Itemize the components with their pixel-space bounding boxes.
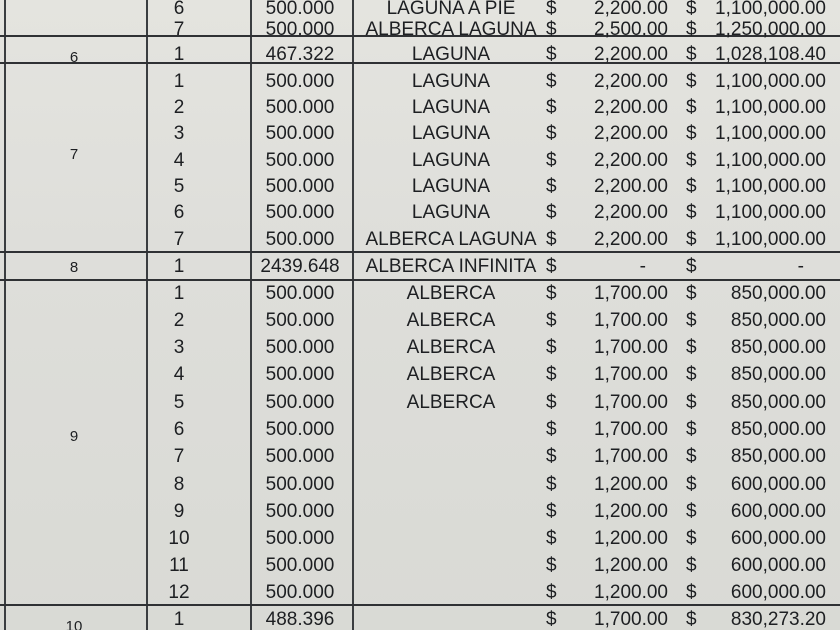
area-cell: 500.000 <box>265 392 335 413</box>
block-cell: 6 <box>69 49 79 66</box>
lot-cell: 3 <box>173 337 185 358</box>
area-cell: 500.000 <box>265 97 335 118</box>
table-row <box>0 498 840 525</box>
currency-symbol: $ <box>546 337 557 358</box>
block-cell <box>52 525 96 552</box>
total-price-cell: 1,100,000.00 <box>715 123 826 144</box>
block-cell <box>52 94 96 121</box>
lot-cell: 4 <box>173 364 185 385</box>
lot-cell: 5 <box>173 392 185 413</box>
lot-cell: 1 <box>173 44 185 65</box>
price-per-m2-cell: 2,200.00 <box>594 229 668 250</box>
amenity-cell <box>358 443 544 470</box>
area-cell: 2439.648 <box>260 256 340 277</box>
amenity-cell: LAGUNA <box>411 97 491 118</box>
price-per-m2-cell: 1,200.00 <box>594 528 668 549</box>
table-row <box>0 16 840 43</box>
price-per-m2-cell: - <box>639 256 646 277</box>
area-cell: 500.000 <box>265 310 335 331</box>
lot-cell: 2 <box>173 97 185 118</box>
total-price-cell: 850,000.00 <box>730 337 826 358</box>
area-cell: 500.000 <box>265 582 335 603</box>
total-price-cell: 1,100,000.00 <box>715 71 826 92</box>
price-per-m2-cell: 1,700.00 <box>594 609 668 630</box>
price-per-m2-cell: 1,700.00 <box>594 419 668 440</box>
lot-cell: 6 <box>173 419 185 440</box>
total-price-cell: 600,000.00 <box>730 555 826 576</box>
area-cell: 500.000 <box>265 419 335 440</box>
block-cell <box>52 334 96 361</box>
price-per-m2-cell: 1,700.00 <box>594 392 668 413</box>
currency-symbol: $ <box>546 446 557 467</box>
currency-symbol: $ <box>546 582 557 603</box>
block-cell <box>52 226 96 253</box>
currency-symbol: $ <box>546 150 557 171</box>
currency-symbol: $ <box>686 528 697 549</box>
block-cell: 7 <box>69 146 79 163</box>
table-row <box>0 253 840 280</box>
amenity-cell: LAGUNA <box>411 44 491 65</box>
currency-symbol: $ <box>546 419 557 440</box>
currency-symbol: $ <box>546 364 557 385</box>
amenity-cell <box>358 471 544 498</box>
block-cell <box>52 579 96 606</box>
currency-symbol: $ <box>546 123 557 144</box>
area-cell: 500.000 <box>265 555 335 576</box>
area-cell: 500.000 <box>265 202 335 223</box>
total-price-cell: 1,100,000.00 <box>715 0 826 19</box>
total-price-cell: 1,100,000.00 <box>715 97 826 118</box>
currency-symbol: $ <box>546 176 557 197</box>
lot-cell: 5 <box>173 176 185 197</box>
currency-symbol: $ <box>686 392 697 413</box>
block-cell <box>52 280 96 307</box>
total-price-cell: 1,100,000.00 <box>715 202 826 223</box>
amenity-cell <box>358 606 544 630</box>
area-cell: 500.000 <box>265 501 335 522</box>
block-cell <box>52 498 96 525</box>
currency-symbol: $ <box>546 474 557 495</box>
table-row <box>0 334 840 361</box>
currency-symbol: $ <box>546 202 557 223</box>
table-row <box>0 173 840 200</box>
price-per-m2-cell: 2,200.00 <box>594 71 668 92</box>
area-cell: 500.000 <box>265 364 335 385</box>
currency-symbol: $ <box>686 256 697 277</box>
amenity-cell: LAGUNA A PIE <box>386 0 516 19</box>
currency-symbol: $ <box>546 19 557 40</box>
total-price-cell: 1,028,108.40 <box>715 44 826 65</box>
area-cell: 467.322 <box>265 44 335 65</box>
total-price-cell: 1,250,000.00 <box>715 19 826 40</box>
table-row <box>0 307 840 334</box>
currency-symbol: $ <box>686 310 697 331</box>
total-price-cell: 850,000.00 <box>730 364 826 385</box>
block-cell <box>52 68 96 95</box>
currency-symbol: $ <box>686 474 697 495</box>
price-per-m2-cell: 1,700.00 <box>594 283 668 304</box>
table-row <box>0 525 840 552</box>
lot-cell: 12 <box>168 582 190 603</box>
lot-cell: 6 <box>173 202 185 223</box>
block-cell <box>52 16 96 43</box>
currency-symbol: $ <box>546 501 557 522</box>
table-row <box>0 94 840 121</box>
currency-symbol: $ <box>686 555 697 576</box>
amenity-cell: LAGUNA <box>411 150 491 171</box>
currency-symbol: $ <box>686 0 697 19</box>
table-row <box>0 606 840 630</box>
currency-symbol: $ <box>686 609 697 630</box>
amenity-cell: ALBERCA <box>406 283 496 304</box>
currency-symbol: $ <box>686 364 697 385</box>
area-cell: 500.000 <box>265 0 335 19</box>
lot-cell: 11 <box>169 555 189 576</box>
amenity-cell: LAGUNA <box>411 176 491 197</box>
amenity-cell: ALBERCA INFINITA <box>365 256 537 277</box>
currency-symbol: $ <box>686 446 697 467</box>
price-per-m2-cell: 1,700.00 <box>594 364 668 385</box>
amenity-cell: ALBERCA <box>406 364 496 385</box>
price-per-m2-cell: 2,200.00 <box>594 97 668 118</box>
total-price-cell: 850,000.00 <box>730 419 826 440</box>
currency-symbol: $ <box>546 97 557 118</box>
currency-symbol: $ <box>546 609 557 630</box>
amenity-cell: ALBERCA LAGUNA <box>365 229 537 250</box>
currency-symbol: $ <box>686 123 697 144</box>
table-row <box>0 147 840 174</box>
lot-cell: 9 <box>173 501 185 522</box>
block-cell: 9 <box>69 428 79 445</box>
amenity-cell: ALBERCA <box>406 337 496 358</box>
currency-symbol: $ <box>546 0 557 19</box>
amenity-cell <box>358 552 544 579</box>
currency-symbol: $ <box>686 501 697 522</box>
lot-cell: 4 <box>173 150 185 171</box>
currency-symbol: $ <box>686 283 697 304</box>
amenity-cell <box>358 525 544 552</box>
currency-symbol: $ <box>686 71 697 92</box>
currency-symbol: $ <box>686 229 697 250</box>
lot-cell: 2 <box>173 310 185 331</box>
table-row <box>0 280 840 307</box>
lot-cell: 1 <box>173 609 185 630</box>
total-price-cell: - <box>797 256 804 277</box>
price-per-m2-cell: 1,700.00 <box>594 446 668 467</box>
price-per-m2-cell: 1,700.00 <box>594 310 668 331</box>
lot-cell: 8 <box>173 474 185 495</box>
price-per-m2-cell: 2,200.00 <box>594 176 668 197</box>
block-cell <box>52 120 96 147</box>
currency-symbol: $ <box>546 44 557 65</box>
lot-cell: 3 <box>173 123 185 144</box>
total-price-cell: 1,100,000.00 <box>715 176 826 197</box>
total-price-cell: 600,000.00 <box>730 474 826 495</box>
table-row <box>0 199 840 226</box>
amenity-cell: ALBERCA <box>406 310 496 331</box>
total-price-cell: 850,000.00 <box>730 310 826 331</box>
currency-symbol: $ <box>686 419 697 440</box>
currency-symbol: $ <box>546 256 557 277</box>
total-price-cell: 600,000.00 <box>730 528 826 549</box>
currency-symbol: $ <box>686 202 697 223</box>
area-cell: 500.000 <box>265 474 335 495</box>
block-cell <box>52 199 96 226</box>
currency-symbol: $ <box>686 582 697 603</box>
price-per-m2-cell: 2,200.00 <box>594 150 668 171</box>
price-per-m2-cell: 2,500.00 <box>594 19 668 40</box>
price-per-m2-cell: 1,200.00 <box>594 555 668 576</box>
currency-symbol: $ <box>546 392 557 413</box>
table-row <box>0 120 840 147</box>
lot-cell: 6 <box>173 0 185 19</box>
price-per-m2-cell: 2,200.00 <box>594 44 668 65</box>
lot-cell: 7 <box>173 229 185 250</box>
table-row <box>0 471 840 498</box>
price-per-m2-cell: 1,200.00 <box>594 582 668 603</box>
currency-symbol: $ <box>686 337 697 358</box>
lot-cell: 1 <box>173 71 185 92</box>
price-per-m2-cell: 2,200.00 <box>594 202 668 223</box>
area-cell: 500.000 <box>265 19 335 40</box>
table-row <box>0 41 840 68</box>
area-cell: 500.000 <box>265 446 335 467</box>
area-cell: 488.396 <box>265 609 335 630</box>
currency-symbol: $ <box>546 283 557 304</box>
total-price-cell: 850,000.00 <box>730 392 826 413</box>
table-row <box>0 389 840 416</box>
area-cell: 500.000 <box>265 176 335 197</box>
area-cell: 500.000 <box>265 71 335 92</box>
lot-cell: 1 <box>173 283 185 304</box>
amenity-cell: ALBERCA <box>406 392 496 413</box>
price-per-m2-cell: 1,700.00 <box>594 337 668 358</box>
total-price-cell: 600,000.00 <box>730 501 826 522</box>
lot-cell: 1 <box>173 256 185 277</box>
area-cell: 500.000 <box>265 229 335 250</box>
table-row <box>0 579 840 606</box>
block-cell <box>52 552 96 579</box>
price-per-m2-cell: 1,200.00 <box>594 474 668 495</box>
table-row <box>0 416 840 443</box>
currency-symbol: $ <box>686 44 697 65</box>
block-cell <box>52 443 96 470</box>
block-cell: 8 <box>69 259 79 276</box>
total-price-cell: 850,000.00 <box>730 446 826 467</box>
amenity-cell: LAGUNA <box>411 71 491 92</box>
amenity-cell <box>358 579 544 606</box>
currency-symbol: $ <box>686 150 697 171</box>
block-cell <box>52 389 96 416</box>
block-cell <box>52 471 96 498</box>
currency-symbol: $ <box>546 555 557 576</box>
amenity-cell: ALBERCA LAGUNA <box>365 19 537 40</box>
total-price-cell: 1,100,000.00 <box>715 150 826 171</box>
lot-cell: 7 <box>173 19 185 40</box>
block-cell: 10 <box>65 618 83 630</box>
area-cell: 500.000 <box>265 337 335 358</box>
currency-symbol: $ <box>546 310 557 331</box>
total-price-cell: 850,000.00 <box>730 283 826 304</box>
lot-cell: 7 <box>173 446 185 467</box>
area-cell: 500.000 <box>265 123 335 144</box>
currency-symbol: $ <box>546 71 557 92</box>
currency-symbol: $ <box>686 176 697 197</box>
table-row <box>0 226 840 253</box>
price-per-m2-cell: 2,200.00 <box>594 123 668 144</box>
table-row <box>0 552 840 579</box>
total-price-cell: 830,273.20 <box>730 609 826 630</box>
amenity-cell <box>358 416 544 443</box>
currency-symbol: $ <box>686 19 697 40</box>
area-cell: 500.000 <box>265 528 335 549</box>
block-cell <box>52 361 96 388</box>
price-per-m2-cell: 2,200.00 <box>594 0 668 19</box>
total-price-cell: 600,000.00 <box>730 582 826 603</box>
amenity-cell: LAGUNA <box>411 123 491 144</box>
currency-symbol: $ <box>546 528 557 549</box>
amenity-cell <box>358 498 544 525</box>
area-cell: 500.000 <box>265 150 335 171</box>
currency-symbol: $ <box>546 229 557 250</box>
table-row <box>0 361 840 388</box>
area-cell: 500.000 <box>265 283 335 304</box>
block-cell <box>52 307 96 334</box>
currency-symbol: $ <box>686 97 697 118</box>
total-price-cell: 1,100,000.00 <box>715 229 826 250</box>
price-per-m2-cell: 1,200.00 <box>594 501 668 522</box>
amenity-cell: LAGUNA <box>411 202 491 223</box>
lot-cell: 10 <box>168 528 190 549</box>
table-row <box>0 443 840 470</box>
table-row <box>0 68 840 95</box>
block-cell <box>52 173 96 200</box>
